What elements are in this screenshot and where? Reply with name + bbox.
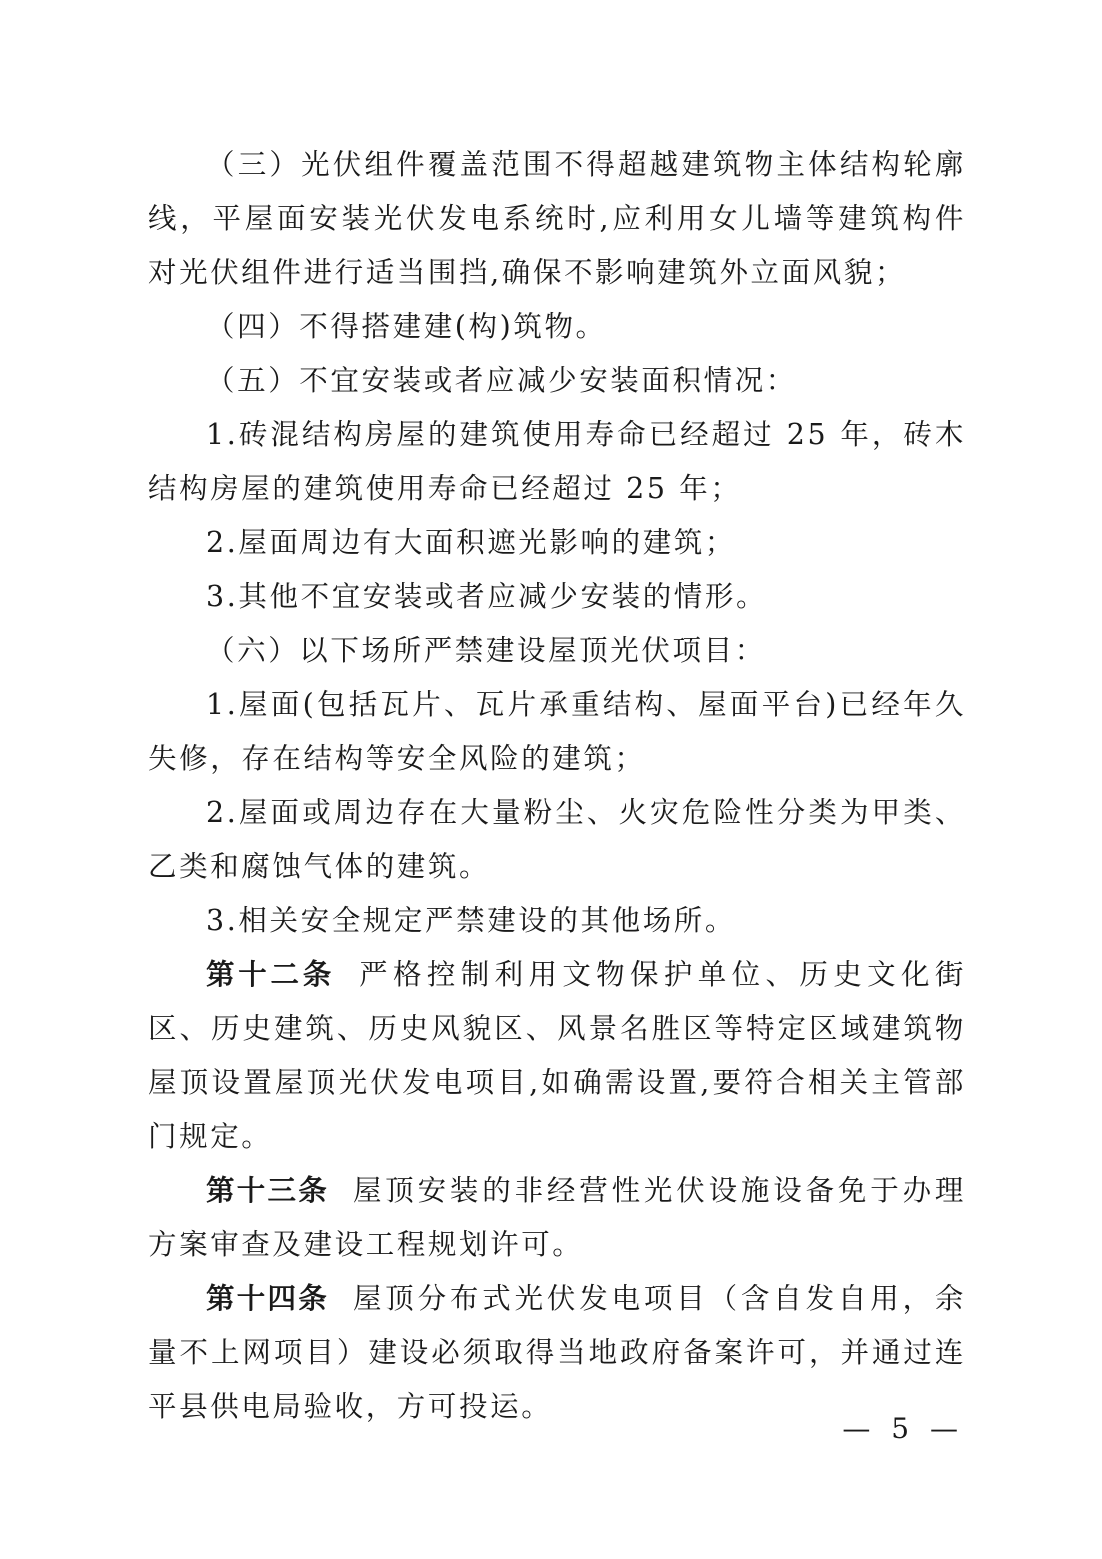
page-number: — 5 — xyxy=(842,1412,964,1445)
paragraph-item-6-1: 1.屋面(包括瓦片、瓦片承重结构、屋面平台)已经年久失修，存在结构等安全风险的建筑； xyxy=(148,688,966,775)
article-12-text: 严格控制利用文物保护单位、历史文化街区、历史建筑、历史风貌区、风景名胜区等特定区域建筑物屋顶设置屋顶光伏发电项目,如确需设置,要符合相关主管部门规定。 xyxy=(148,958,966,1153)
article-12 xyxy=(148,948,966,1164)
paragraph-item-6-2: 2.屋面或周边存在大量粉尘、火灾危险性分类为甲类、乙类和腐蚀气体的建筑。 xyxy=(148,796,966,883)
article-13-text: 屋顶安装的非经营性光伏设施设备免于办理方案审查及建设工程规划许可。 xyxy=(148,1174,966,1261)
article-14-text: 屋顶分布式光伏发电项目（含自发自用，余量不上网项目）建设必须取得当地政府备案许可，并通过连平县供电局验收，方可投运。 xyxy=(148,1282,966,1423)
article-13 xyxy=(148,1164,966,1272)
article-14-title: 第十四条 xyxy=(206,1282,329,1315)
article-12-title: 第十二条 xyxy=(206,958,336,991)
paragraph-item-6-3: 3.相关安全规定严禁建设的其他场所。 xyxy=(206,904,736,937)
paragraph-item-3: （三）光伏组件覆盖范围不得超越建筑物主体结构轮廓线，平屋面安装光伏发电系统时,应利用女儿墙等建筑构件对光伏组件进行适当围挡,确保不影响建筑外立面风貌； xyxy=(148,148,966,289)
paragraph-item-5-2: 2.屋面周边有大面积遮光影响的建筑； xyxy=(206,526,736,559)
article-14 xyxy=(148,1272,966,1434)
paragraph-item-5-3: 3.其他不宜安装或者应减少安装的情形。 xyxy=(206,580,768,613)
article-13-title: 第十三条 xyxy=(206,1174,329,1207)
paragraph-item-6: （六）以下场所严禁建设屋顶光伏项目： xyxy=(206,634,766,667)
paragraph-item-5: （五）不宜安装或者应减少安装面积情况： xyxy=(206,364,797,397)
paragraph-item-4: （四）不得搭建建(构)筑物。 xyxy=(206,310,607,343)
document-body xyxy=(148,138,966,1434)
paragraph-item-5-1: 1.砖混结构房屋的建筑使用寿命已经超过 25 年，砖木结构房屋的建筑使用寿命已经超过 25 年； xyxy=(148,418,966,505)
